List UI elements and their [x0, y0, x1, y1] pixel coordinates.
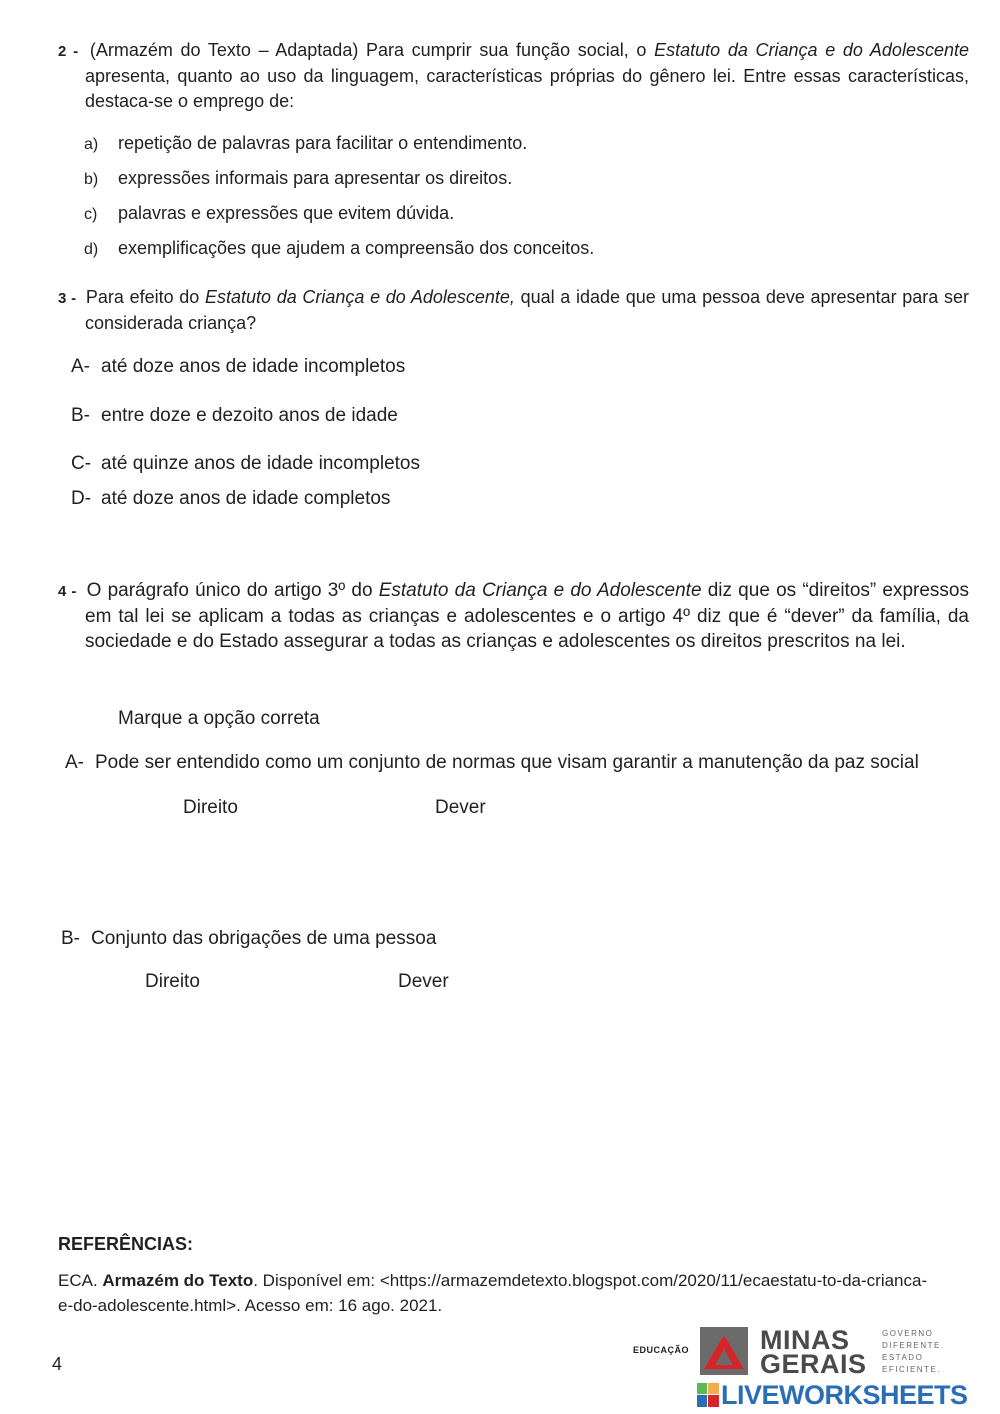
citation-bold-title: Armazém do Texto	[102, 1271, 254, 1290]
minas-gerais-logo-icon	[700, 1327, 748, 1380]
item-text: Conjunto das obrigações de uma pessoa	[91, 928, 437, 949]
option-text: até doze anos de idade incompletos	[101, 356, 406, 377]
option-text: até quinze anos de idade incompletos	[101, 453, 421, 474]
option-letter: B-	[71, 405, 90, 426]
item-a-choice-direito[interactable]: Direito	[183, 797, 238, 818]
question-3-option-a[interactable]	[71, 354, 405, 380]
option-text: expressões informais para apresentar os direitos.	[118, 168, 513, 188]
question-2-option-b[interactable]	[84, 166, 512, 192]
question-4-text-end: diz que os “direitos” expressos em tal lei se aplicam a todas as crianças e adolescentes e o artigo 4º diz que é “dever” da família, da sociedade e do Estado assegurar a todas as crianças e adolescentes os direitos prescritos na lei.	[85, 580, 969, 652]
education-label: EDUCAÇÃO	[633, 1345, 690, 1355]
option-letter: b)	[84, 171, 99, 188]
slogan-line-4: EFICIENTE.	[882, 1365, 942, 1374]
option-letter: d)	[84, 241, 99, 258]
question-3-option-d[interactable]	[71, 486, 390, 512]
question-2-number: 2 -	[58, 43, 79, 60]
question-2-statement	[58, 38, 969, 114]
question-2-text-end: apresenta, quanto ao uso da linguagem, características próprias do gênero lei. Entre essas características, destaca-se o emprego de:	[85, 66, 969, 111]
question-4-item-a	[65, 750, 919, 776]
option-text: repetição de palavras para facilitar o entendimento.	[118, 133, 528, 153]
liveworksheets-wordmark: LIVEWORKSHEETS	[721, 1380, 968, 1410]
option-text: exemplificações que ajudem a compreensão dos conceitos.	[118, 238, 595, 258]
question-3-option-b[interactable]	[71, 403, 398, 429]
question-4-text-start: O parágrafo único do artigo 3º do	[86, 580, 379, 601]
question-2-option-d[interactable]	[84, 236, 594, 262]
question-2-italic-title: Estatuto da Criança e do Adolescente	[654, 40, 969, 60]
question-4-number: 4 -	[58, 583, 77, 600]
option-text: até doze anos de idade completos	[101, 488, 391, 509]
option-letter: D-	[71, 488, 92, 509]
question-4-italic-title: Estatuto da Criança e do Adolescente	[378, 580, 702, 601]
option-letter: c)	[84, 206, 98, 223]
slogan-line-3: ESTADO	[882, 1353, 924, 1362]
option-letter: a)	[84, 136, 99, 153]
citation-prefix: ECA.	[58, 1271, 103, 1290]
question-4-statement	[58, 578, 969, 654]
question-4-item-b	[61, 926, 436, 952]
question-2-option-c[interactable]	[84, 201, 454, 227]
item-letter: A-	[65, 752, 84, 773]
question-3-option-c[interactable]	[71, 451, 420, 477]
question-3-text-start: Para efeito do	[85, 287, 205, 307]
citation-suffix: . Disponível em: <https://armazemdetexto.blogspot.com/2020/11/ecaestatu-to-da-crianca-e-do-adolescente.html>. Acesso em: 16 ago. 2021.	[58, 1271, 928, 1315]
option-letter: A-	[71, 356, 90, 377]
question-3-statement	[58, 285, 969, 336]
liveworksheets-brand	[697, 1380, 968, 1411]
question-2-text-start: (Armazém do Texto – Adaptada) Para cumprir sua função social, o	[89, 40, 655, 60]
slogan-line-2: DIFERENTE.	[882, 1341, 945, 1350]
references-citation	[58, 1268, 942, 1318]
item-a-choice-dever[interactable]: Dever	[435, 797, 486, 818]
item-b-choice-dever[interactable]: Dever	[398, 971, 449, 992]
question-2-option-a[interactable]	[84, 131, 527, 157]
item-b-choice-direito[interactable]: Direito	[145, 971, 200, 992]
page-number: 4	[52, 1354, 63, 1374]
gerais-wordmark: GERAIS	[760, 1349, 867, 1379]
question-3-number: 3 -	[58, 290, 77, 307]
slogan-line-1: GOVERNO	[882, 1329, 934, 1338]
references-heading: REFERÊNCIAS:	[58, 1234, 194, 1254]
question-3-italic-title: Estatuto da Criança e do Adolescente,	[204, 287, 515, 307]
item-letter: B-	[61, 928, 80, 949]
question-4-instruction: Marque a opção correta	[118, 708, 320, 729]
minas-wordmark: MINAS	[760, 1325, 850, 1355]
question-3-text-end: qual a idade que uma pessoa deve apresentar para ser considerada criança?	[85, 287, 969, 333]
liveworksheets-badge-icon	[697, 1383, 719, 1407]
option-letter: C-	[71, 453, 92, 474]
item-text: Pode ser entendido como um conjunto de normas que visam garantir a manutenção da paz social	[95, 752, 919, 773]
option-text: entre doze e dezoito anos de idade	[101, 405, 398, 426]
option-text: palavras e expressões que evitem dúvida.	[118, 203, 455, 223]
